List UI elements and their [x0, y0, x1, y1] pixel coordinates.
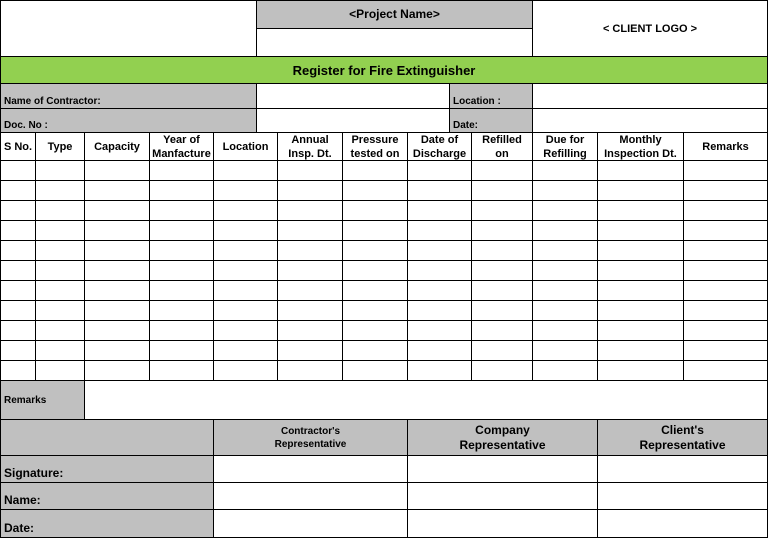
table-cell[interactable] [343, 301, 408, 321]
table-cell[interactable] [150, 301, 214, 321]
table-cell[interactable] [533, 361, 598, 381]
table-cell[interactable] [408, 261, 472, 281]
table-cell[interactable] [85, 281, 150, 301]
column-header-line1: Due for [545, 133, 585, 146]
table-cell[interactable] [533, 181, 598, 201]
table-cell[interactable] [214, 341, 278, 361]
table-cell[interactable] [214, 301, 278, 321]
table-cell[interactable] [472, 321, 533, 341]
table-cell[interactable] [85, 341, 150, 361]
table-cell[interactable] [598, 201, 684, 221]
column-header-line1: Location [222, 140, 269, 153]
contractor-date[interactable] [214, 510, 408, 538]
table-cell[interactable] [85, 361, 150, 381]
table-cell[interactable] [472, 341, 533, 361]
table-cell[interactable] [684, 221, 768, 241]
table-cell[interactable] [150, 221, 214, 241]
company-rep-line2: Representative [459, 437, 546, 452]
table-cell[interactable] [343, 241, 408, 261]
table-cell[interactable] [36, 181, 85, 201]
table-cell[interactable] [278, 281, 343, 301]
client-rep-line1: Client's [661, 422, 704, 437]
top-left-blank [0, 0, 257, 57]
table-cell[interactable] [214, 361, 278, 381]
table-cell[interactable] [0, 201, 36, 221]
location-value[interactable] [533, 84, 768, 109]
table-cell[interactable] [472, 361, 533, 381]
table-cell[interactable] [150, 261, 214, 281]
company-name[interactable] [408, 483, 598, 510]
contractor-signature[interactable] [214, 456, 408, 483]
contractor-rep-header [214, 420, 408, 456]
table-cell[interactable] [533, 281, 598, 301]
table-cell[interactable] [408, 221, 472, 241]
table-cell[interactable] [214, 241, 278, 261]
table-cell[interactable] [214, 201, 278, 221]
table-cell[interactable] [533, 341, 598, 361]
table-cell[interactable] [0, 281, 36, 301]
table-cell[interactable] [343, 281, 408, 301]
table-cell[interactable] [278, 301, 343, 321]
table-cell[interactable] [0, 321, 36, 341]
column-header-year-of-manufacture [150, 133, 214, 161]
table-cell[interactable] [408, 161, 472, 181]
table-cell[interactable] [472, 221, 533, 241]
column-header-type [36, 133, 85, 161]
table-cell[interactable] [684, 201, 768, 221]
contractor-label: Name of Contractor: [0, 84, 257, 109]
column-header-line1: Remarks [702, 140, 749, 153]
register-title: Register for Fire Extinguisher [0, 57, 768, 84]
column-header-line1: Refilled [482, 133, 522, 146]
table-cell[interactable] [598, 221, 684, 241]
table-cell[interactable] [214, 281, 278, 301]
date-footer-label: Date: [0, 510, 214, 538]
table-cell[interactable] [36, 281, 85, 301]
table-cell[interactable] [408, 241, 472, 261]
table-cell[interactable] [472, 181, 533, 201]
table-cell[interactable] [85, 301, 150, 321]
table-cell[interactable] [36, 221, 85, 241]
table-cell[interactable] [598, 341, 684, 361]
table-cell[interactable] [533, 161, 598, 181]
table-cell[interactable] [0, 361, 36, 381]
contractor-rep-line2: Representative [274, 438, 347, 450]
table-cell[interactable] [36, 201, 85, 221]
table-cell[interactable] [343, 181, 408, 201]
table-cell[interactable] [472, 241, 533, 261]
signature-label: Signature: [0, 456, 214, 483]
table-cell[interactable] [533, 221, 598, 241]
table-cell[interactable] [150, 181, 214, 201]
table-cell[interactable] [150, 281, 214, 301]
table-cell[interactable] [684, 281, 768, 301]
remarks-label: Remarks [0, 381, 85, 420]
table-cell[interactable] [214, 321, 278, 341]
table-cell[interactable] [36, 321, 85, 341]
column-header-line1: Pressure [351, 133, 399, 146]
table-cell[interactable] [214, 161, 278, 181]
column-header-s-no [0, 133, 36, 161]
table-cell[interactable] [0, 221, 36, 241]
table-cell[interactable] [533, 301, 598, 321]
table-cell[interactable] [408, 281, 472, 301]
table-cell[interactable] [343, 201, 408, 221]
column-header-line2: Discharge [412, 147, 467, 160]
table-cell[interactable] [343, 221, 408, 241]
table-cell[interactable] [408, 201, 472, 221]
table-cell[interactable] [472, 281, 533, 301]
table-cell[interactable] [533, 241, 598, 261]
client-rep-header [598, 420, 768, 456]
table-cell[interactable] [36, 241, 85, 261]
table-cell[interactable] [85, 221, 150, 241]
rep-blank [0, 420, 214, 456]
table-cell[interactable] [598, 321, 684, 341]
table-cell[interactable] [684, 261, 768, 281]
table-cell[interactable] [214, 181, 278, 201]
column-header-line2: Manfacture [152, 147, 211, 160]
table-cell[interactable] [684, 161, 768, 181]
table-cell[interactable] [472, 161, 533, 181]
table-cell[interactable] [278, 221, 343, 241]
column-header-line1: Capacity [94, 140, 140, 153]
company-rep-line1: Company [475, 422, 530, 437]
client-date[interactable] [598, 510, 768, 538]
table-cell[interactable] [36, 341, 85, 361]
table-cell[interactable] [278, 341, 343, 361]
column-header-date-of-discharge [408, 133, 472, 161]
table-cell[interactable] [598, 361, 684, 381]
table-cell[interactable] [150, 361, 214, 381]
table-cell[interactable] [598, 181, 684, 201]
table-cell[interactable] [36, 301, 85, 321]
table-cell[interactable] [36, 261, 85, 281]
table-cell[interactable] [408, 341, 472, 361]
table-cell[interactable] [343, 361, 408, 381]
table-cell[interactable] [0, 341, 36, 361]
table-cell[interactable] [0, 181, 36, 201]
table-cell[interactable] [150, 201, 214, 221]
table-cell[interactable] [150, 241, 214, 261]
table-cell[interactable] [684, 341, 768, 361]
table-cell[interactable] [150, 161, 214, 181]
table-cell[interactable] [408, 361, 472, 381]
table-cell[interactable] [598, 281, 684, 301]
date-label: Date: [450, 109, 533, 133]
remarks-value[interactable] [85, 381, 768, 420]
table-cell[interactable] [343, 261, 408, 281]
client-rep-line2: Representative [639, 437, 726, 452]
table-cell[interactable] [343, 341, 408, 361]
table-cell[interactable] [150, 321, 214, 341]
client-name[interactable] [598, 483, 768, 510]
table-cell[interactable] [343, 161, 408, 181]
table-cell[interactable] [278, 161, 343, 181]
table-cell[interactable] [214, 261, 278, 281]
project-name-value[interactable] [257, 29, 533, 57]
table-cell[interactable] [472, 301, 533, 321]
table-cell[interactable] [598, 261, 684, 281]
table-cell[interactable] [278, 181, 343, 201]
table-cell[interactable] [684, 321, 768, 341]
table-cell[interactable] [533, 321, 598, 341]
company-date[interactable] [408, 510, 598, 538]
date-value[interactable] [533, 109, 768, 133]
column-header-line2: Refilling [543, 147, 587, 160]
table-cell[interactable] [684, 181, 768, 201]
table-cell[interactable] [278, 321, 343, 341]
name-label: Name: [0, 483, 214, 510]
table-cell[interactable] [85, 181, 150, 201]
column-header-annual-insp-date [278, 133, 343, 161]
table-cell[interactable] [278, 361, 343, 381]
table-cell[interactable] [472, 201, 533, 221]
table-cell[interactable] [684, 301, 768, 321]
column-header-line2: Inspection Dt. [604, 147, 677, 160]
doc-no-value[interactable] [257, 109, 450, 133]
table-cell[interactable] [0, 261, 36, 281]
column-header-location [214, 133, 278, 161]
table-cell[interactable] [85, 201, 150, 221]
column-header-pressure-tested-on [343, 133, 408, 161]
column-header-line1: Type [47, 140, 73, 153]
column-header-line1: Date of [420, 133, 459, 146]
table-cell[interactable] [85, 161, 150, 181]
project-name: <Project Name> [257, 0, 533, 29]
column-header-line1: Year of [163, 133, 200, 146]
table-cell[interactable] [85, 261, 150, 281]
table-cell[interactable] [36, 161, 85, 181]
table-cell[interactable] [598, 301, 684, 321]
client-signature[interactable] [598, 456, 768, 483]
column-header-line1: Annual [291, 133, 329, 146]
table-cell[interactable] [0, 301, 36, 321]
contractor-name[interactable] [214, 483, 408, 510]
column-header-monthly-inspection-date [598, 133, 684, 161]
column-header-line1: S No. [3, 140, 33, 153]
table-cell[interactable] [85, 321, 150, 341]
column-header-remarks [684, 133, 768, 161]
column-header-refilled-on [472, 133, 533, 161]
table-cell[interactable] [150, 341, 214, 361]
table-cell[interactable] [533, 201, 598, 221]
contractor-rep-line1: Contractor's [280, 425, 341, 437]
table-cell[interactable] [684, 361, 768, 381]
table-cell[interactable] [278, 241, 343, 261]
client-logo: < CLIENT LOGO > [533, 0, 768, 57]
table-cell[interactable] [684, 241, 768, 261]
table-cell[interactable] [85, 241, 150, 261]
column-header-due-for-refilling [533, 133, 598, 161]
table-cell[interactable] [408, 181, 472, 201]
company-signature[interactable] [408, 456, 598, 483]
column-header-line1: Monthly [619, 133, 662, 146]
table-cell[interactable] [472, 261, 533, 281]
location-label: Location : [450, 84, 533, 109]
table-cell[interactable] [214, 221, 278, 241]
column-header-line2: on [495, 147, 509, 160]
table-cell[interactable] [343, 321, 408, 341]
doc-no-label: Doc. No : [0, 109, 257, 133]
contractor-value[interactable] [257, 84, 450, 109]
column-header-line2: Insp. Dt. [288, 147, 332, 160]
table-cell[interactable] [0, 241, 36, 261]
table-cell[interactable] [598, 241, 684, 261]
table-cell[interactable] [0, 161, 36, 181]
column-header-line2: tested on [350, 147, 400, 160]
table-cell[interactable] [278, 261, 343, 281]
table-cell[interactable] [278, 201, 343, 221]
table-cell[interactable] [36, 361, 85, 381]
table-cell[interactable] [533, 261, 598, 281]
table-cell[interactable] [408, 321, 472, 341]
column-header-capacity [85, 133, 150, 161]
table-cell[interactable] [598, 161, 684, 181]
company-rep-header [408, 420, 598, 456]
table-cell[interactable] [408, 301, 472, 321]
